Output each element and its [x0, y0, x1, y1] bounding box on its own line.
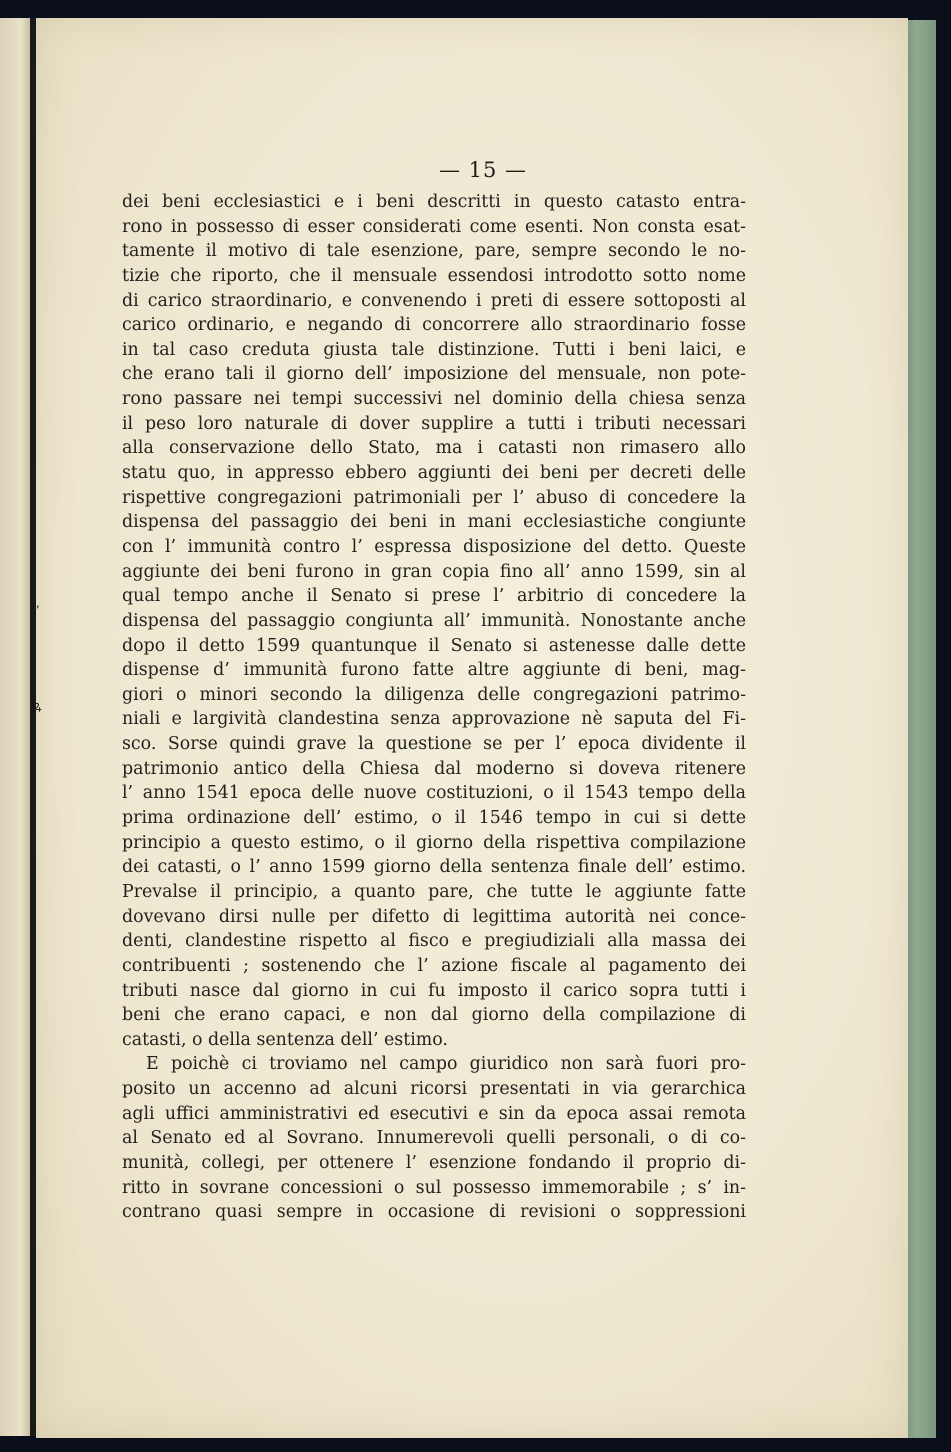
text-line: il peso loro naturale di dover supplire a tutti i tributi necessari [122, 413, 746, 434]
text-line: tizie che riporto, che il mensuale essendosi introdotto sotto nome [122, 265, 746, 286]
page-body-text [122, 190, 746, 1225]
text-line: agli uffici amministrativi ed esecutivi e sin da epoca assai remota [122, 1103, 746, 1124]
text-line: alla conservazione dello Stato, ma i catasti non rimasero allo [122, 438, 746, 459]
text-line: ritto in sovrane concessioni o sul possesso immemorabile ; s’ in- [122, 1177, 746, 1198]
text-line: tamente il motivo di tale esenzione, pare, sempre secondo le no- [122, 241, 746, 262]
text-line: carico ordinario, e negando di concorrere allo straordinario fosse [122, 315, 746, 336]
text-line: posito un accenno ad alcuni ricorsi presentati in via gerarchica [122, 1079, 746, 1100]
text-line: dopo il detto 1599 quantunque il Senato si astenesse dalle dette [122, 635, 746, 656]
text-line: in tal caso creduta giusta tale distinzione. Tutti i beni laici, e [122, 339, 746, 360]
text-line: giori o minori secondo la diligenza delle congregazioni patrimo- [122, 684, 746, 705]
text-line: prima ordinazione dell’ estimo, o il 1546 tempo in cui si dette [122, 808, 746, 829]
text-line: dispense d’ immunità furono fatte altre aggiunte di beni, mag- [122, 660, 746, 681]
text-line: dei catasti, o l’ anno 1599 giorno della sentenza finale dell’ estimo. [122, 857, 746, 878]
text-line: munità, collegi, per ottenere l’ esenzione fondando il proprio di- [122, 1152, 746, 1173]
page-number: — 15 — [438, 158, 528, 182]
text-line: aggiunte dei beni furono in gran copia fino all’ anno 1599, sin al [122, 561, 746, 582]
previous-page-edge [0, 18, 30, 1436]
text-line: niali e largività clandestina senza approvazione nè saputa del Fi- [122, 709, 746, 730]
text-line: qual tempo anche il Senato si prese l’ arbitrio di concedere la [122, 586, 746, 607]
text-line: dispensa del passaggio congiunta all’ immunità. Nonostante anche [122, 610, 746, 631]
text-line: rono passare nei tempi successivi nel dominio della chiesa senza [122, 389, 746, 410]
text-line: contribuenti ; sostenendo che l’ azione fiscale al pagamento dei [122, 955, 746, 976]
text-line: al Senato ed al Sovrano. Innumerevoli quelli personali, o di co- [122, 1128, 746, 1149]
book-page [36, 18, 908, 1438]
text-line: Prevalse il principio, a quanto pare, che tutte le aggiunte fatte [122, 881, 746, 902]
text-line: tributi nasce dal giorno in cui fu imposto il carico sopra tutti i [122, 980, 746, 1001]
paragraph-first-line: E poichè ci troviamo nel campo giuridico non sarà fuori pro- [146, 1054, 746, 1075]
text-line: statu quo, in appresso ebbero aggiunti dei beni per decreti delle [122, 463, 746, 484]
text-line: dei beni ecclesiastici e i beni descritti in questo catasto entra- [122, 192, 746, 212]
paragraph-last-line: catasti, o della sentenza dell’ estimo. [122, 1029, 448, 1050]
text-line: con l’ immunità contro l’ espressa disposizione del detto. Queste [122, 536, 746, 557]
text-line: di carico straordinario, e convenendo i preti di essere sottoposti al [122, 290, 746, 311]
margin-mark: , [36, 596, 40, 610]
text-line: sco. Sorse quindi grave la questione se per l’ epoca dividente il [122, 734, 746, 755]
margin-mark: ꝝ [34, 699, 42, 714]
text-line: denti, clandestine rispetto al fisco e pregiudiziali alla massa dei [122, 931, 746, 952]
text-line: dispensa del passaggio dei beni in mani ecclesiastiche congiunte [122, 512, 746, 533]
text-line: rono in possesso di esser considerati come esenti. Non consta esat- [122, 216, 746, 237]
text-line: principio a questo estimo, o il giorno della rispettiva compilazione [122, 832, 746, 853]
text-line: beni che erano capaci, e non dal giorno della compilazione di [122, 1005, 746, 1026]
text-line: rispettive congregazioni patrimoniali per l’ abuso di concedere la [122, 487, 746, 508]
text-line: patrimonio antico della Chiesa dal moderno si doveva ritenere [122, 758, 746, 779]
text-line: contrano quasi sempre in occasione di revisioni o soppressioni [122, 1202, 746, 1223]
text-line: l’ anno 1541 epoca delle nuove costituzioni, o il 1543 tempo della [122, 783, 746, 804]
text-line: che erano tali il giorno dell’ imposizione del mensuale, non pote- [122, 364, 746, 385]
text-line: dovevano dirsi nulle per difetto di legittima autorità nei conce- [122, 906, 746, 927]
